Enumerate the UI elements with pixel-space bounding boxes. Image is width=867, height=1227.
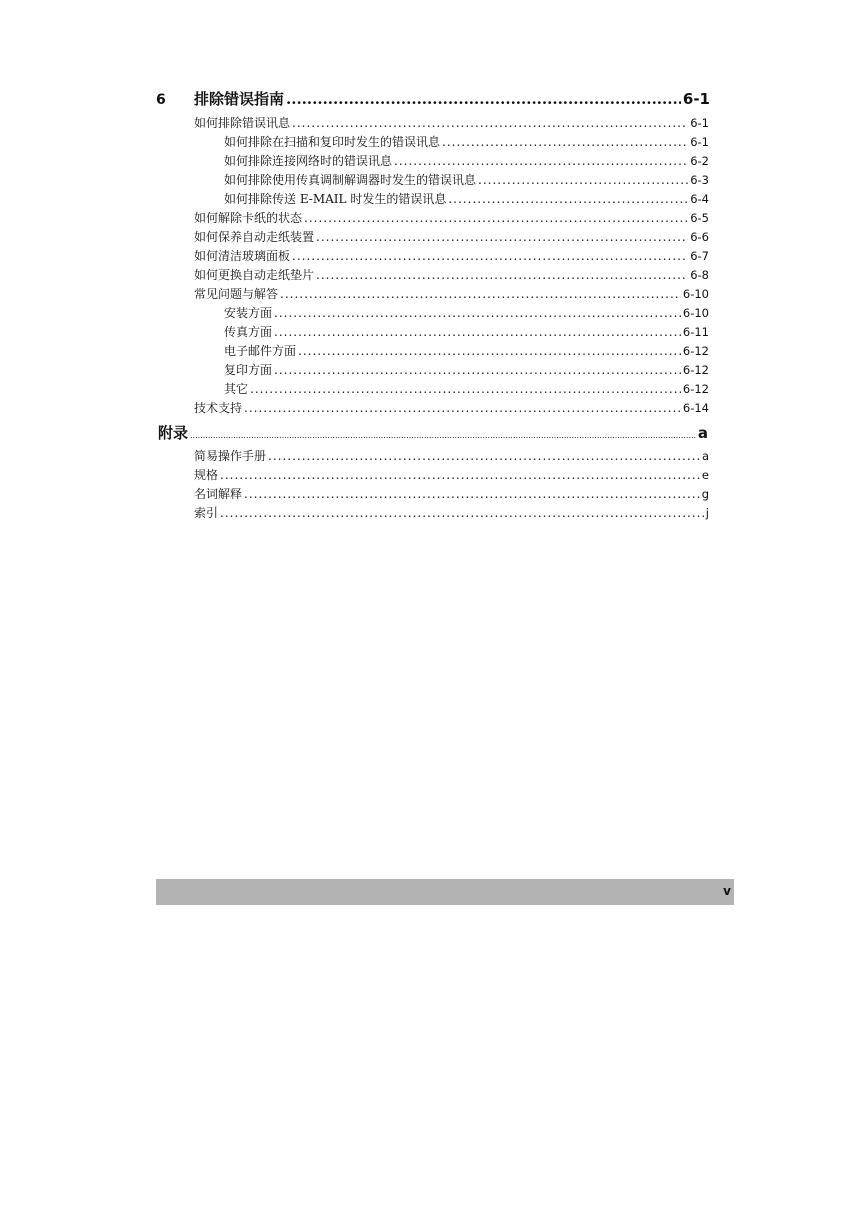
toc-entry-title: 名词解释 (194, 487, 243, 501)
toc-entry[interactable] (194, 266, 709, 283)
toc-entry-title: 如何更换自动走纸垫片 (194, 268, 315, 282)
toc-entry-page: 6-1 (690, 135, 709, 149)
footer-bar (156, 879, 734, 905)
toc-entry-title: 如何排除连接网络时的错误讯息 (224, 154, 393, 168)
footer-page-number: v (723, 884, 731, 898)
toc-entry-title: 其它 (224, 382, 249, 396)
toc-entry[interactable] (224, 342, 709, 359)
chapter-title: 排除错误指南 (194, 90, 285, 108)
dot-leader (220, 506, 704, 520)
toc-entry[interactable] (194, 399, 709, 416)
toc-entry-title: 如何排除在扫描和复印时发生的错误讯息 (224, 135, 441, 149)
toc-entry[interactable] (224, 380, 709, 397)
dot-leader (316, 268, 688, 282)
toc-entry-page: 6-8 (690, 268, 709, 282)
toc-entry-title: 常见问题与解答 (194, 287, 279, 301)
toc-entry[interactable] (224, 304, 709, 321)
toc-entry-title: 复印方面 (224, 363, 273, 377)
dot-leader (292, 116, 688, 130)
dot-leader (274, 363, 681, 377)
dot-leader (268, 449, 700, 463)
toc-entry-title: 如何排除错误讯息 (194, 116, 291, 130)
toc-entry[interactable] (194, 447, 709, 464)
dot-leader (478, 173, 688, 187)
appendix-page: a (697, 424, 708, 442)
dot-leader (442, 135, 688, 149)
toc-entry-page: 6-14 (682, 401, 709, 415)
dot-leader (274, 325, 681, 339)
toc-entry-title: 电子邮件方面 (224, 344, 297, 358)
toc-entry-title: 索引 (194, 506, 219, 520)
dot-leader (394, 154, 688, 168)
toc-entry-page: 6-12 (682, 363, 709, 377)
toc-entry[interactable] (194, 247, 709, 264)
toc-entry[interactable] (224, 133, 709, 150)
dot-leader (220, 468, 700, 482)
toc-entry[interactable] (224, 152, 709, 169)
toc-entry-title: 如何解除卡纸的状态 (194, 211, 303, 225)
chapter-number: 6 (156, 92, 166, 108)
dot-leader (286, 90, 681, 108)
toc-entry-page: 6-1 (690, 116, 709, 130)
toc-chapter-6[interactable] (156, 88, 710, 109)
toc-entry-page: 6-3 (690, 173, 709, 187)
toc-entry-title: 如何保养自动走纸装置 (194, 230, 315, 244)
toc-entry-title: 如何排除传送 E-MAIL 时发生的错误讯息 (224, 192, 447, 206)
dot-leader (316, 230, 688, 244)
toc-entry-page: j (705, 506, 709, 520)
dot-leader (190, 431, 696, 440)
chapter-page: 6-1 (682, 90, 710, 108)
toc-entry[interactable] (194, 228, 709, 245)
toc-entry[interactable] (194, 466, 709, 483)
toc-entry-page: 6-10 (682, 287, 709, 301)
toc-entry-page: 6-12 (682, 382, 709, 396)
toc-entry[interactable] (194, 209, 709, 226)
dot-leader (292, 249, 688, 263)
dot-leader (448, 192, 688, 206)
toc-entry[interactable] (194, 485, 709, 502)
toc-entry-page: 6-4 (690, 192, 709, 206)
dot-leader (274, 306, 681, 320)
toc-entry-page: 6-10 (682, 306, 709, 320)
dot-leader (280, 287, 681, 301)
dot-leader (244, 487, 700, 501)
toc-entry-title: 传真方面 (224, 325, 273, 339)
toc-entry-page: 6-2 (690, 154, 709, 168)
toc-entry[interactable] (224, 171, 709, 188)
toc-entry-title: 简易操作手册 (194, 449, 267, 463)
toc-entry-page: e (701, 468, 709, 482)
toc-appendix[interactable] (158, 422, 708, 443)
toc-entry-title: 技术支持 (194, 401, 243, 415)
toc-entry-title: 安装方面 (224, 306, 273, 320)
toc-entry[interactable] (224, 190, 709, 207)
toc-entry-title: 规格 (194, 468, 219, 482)
dot-leader (250, 382, 681, 396)
toc-entry[interactable] (224, 323, 709, 340)
dot-leader (244, 401, 681, 415)
appendix-title: 附录 (158, 424, 189, 442)
toc-entry[interactable] (224, 361, 709, 378)
toc-entry[interactable] (194, 504, 709, 521)
toc-entry[interactable] (194, 114, 709, 131)
toc-entry-page: g (701, 487, 709, 501)
toc-entry-title: 如何清洁玻璃面板 (194, 249, 291, 263)
toc-entry-page: 6-11 (682, 325, 709, 339)
dot-leader (304, 211, 688, 225)
toc-entry-page: 6-5 (690, 211, 709, 225)
toc-entry[interactable] (194, 285, 709, 302)
toc-entry-page: a (701, 449, 709, 463)
toc-entry-page: 6-7 (690, 249, 709, 263)
toc-entry-page: 6-12 (682, 344, 709, 358)
toc-entry-page: 6-6 (690, 230, 709, 244)
dot-leader (298, 344, 681, 358)
toc-entry-title: 如何排除使用传真调制解调器时发生的错误讯息 (224, 173, 477, 187)
